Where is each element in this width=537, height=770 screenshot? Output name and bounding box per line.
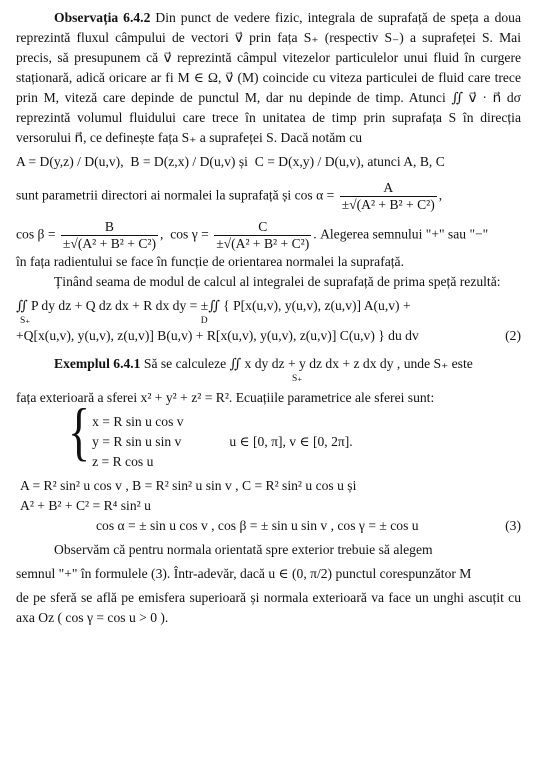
cos-beta-denominator: ±√(A² + B² + C²) <box>62 236 156 251</box>
param-z: z = R cos u <box>92 454 154 469</box>
observation-paragraph <box>16 8 521 148</box>
sign-choice-text: . Alegerea semnului "+" sau "−" <box>313 226 489 242</box>
cos-alpha-numerator: A <box>340 180 437 197</box>
cos-beta-fraction <box>61 219 158 252</box>
subscript-d: D <box>200 316 208 326</box>
observe-line-1: Observăm că pentru normala orientată spre exterior trebuie să alegem <box>54 542 433 557</box>
example-paragraph <box>16 354 521 374</box>
def-b: B = D(z,x) / D(u,v) <box>130 154 236 169</box>
cos-alpha-fraction <box>340 180 437 213</box>
def-a: A = D(y,z) / D(u,v) <box>16 154 121 169</box>
def-tail: , atunci A, B, C <box>360 154 445 169</box>
left-brace-icon: { <box>68 395 91 468</box>
cos-beta-numerator: B <box>61 219 158 236</box>
param-y: y = R sin u sin v <box>92 434 182 449</box>
cos-gamma-denominator: ±√(A² + B² + C²) <box>216 236 310 251</box>
radical-line: în fața radientului se face în funcție de orientarea normalei la suprafață. <box>16 254 404 269</box>
equation-2 <box>16 296 521 346</box>
cos-beta-gamma-line: cos β = $\frac{B}{\text{±√(A² + B² + C²)}}$ , cos γ = $\frac{C}{\text{±√(A² + B² + C²)}}$ . Alegerea semnului "+" sau "−" <box>16 219 489 251</box>
observation-title: Observația 6.4.2 <box>54 10 151 25</box>
abc-line: A = R² sin² u cos v , B = R² sin² u sin v , C = R² sin² u cos u și <box>20 478 357 493</box>
param-x: x = R sin u cos v <box>92 414 184 429</box>
sum-line: A² + B² + C² = R⁴ sin² u <box>20 498 151 513</box>
sphere-line: fața exterioară a sferei x² + y² + z² = R². Ecuațiile parametrice ale sferei sunt: <box>16 390 435 405</box>
equation-2-number: (2) <box>505 328 521 343</box>
calc-intro: Ținând seama de modul de calcul al integralei de suprafață de prima speță rezultă: <box>54 274 501 289</box>
example-intro: Să se calculeze ∬ x dy dz + y dz dx + z dx dy , unde S₊ este <box>140 356 473 371</box>
definitions-line: A = D(y,z) / D(u,v), B = D(z,x) / D(u,v) și C = D(x,y) / D(u,v), atunci A, B, C <box>16 154 445 169</box>
cos-gamma-fraction <box>214 219 311 252</box>
subscript-s-plus: S₊ <box>20 316 31 326</box>
observation-text: Din punct de vedere fizic, integrala de suprafață de speța a doua reprezintă fluxul câmpului de vectori v⃗ prin fața S₊ (respectiv S₋) a suprafeței S. Mai precis, să presupunem că v⃗ reprezintă câmpul vitezelor particulelor unui fluid în curgere staționară, adică oricare ar fi M ∈ Ω, v⃗ (M) coincide cu viteza particulei de fluid care trece prin M, viteză care depinde de punctul M, dar nu depinde de timp. Atunci ∬ v⃗ · n⃗ dσ reprezintă volumul fluidului care trece în unitatea de timp prin suprafața S în direcția versorului n⃗, ce definește fața S₊ a suprafeței S. Dacă notăm cu <box>16 10 521 145</box>
cos-alpha-denominator: ±√(A² + B² + C²) <box>341 197 435 212</box>
cos-alpha-line: sunt parametrii directori ai normalei la suprafață și cos α = $\frac{A}{\text{±√(A² + B² + C²)}}$ , <box>16 180 443 212</box>
param-domain: u ∈ [0, π], v ∈ [0, 2π]. <box>229 434 353 449</box>
cos-gamma-numerator: C <box>214 219 311 236</box>
equation-3-number: (3) <box>505 518 521 533</box>
cosines-line: cos α = ± sin u cos v , cos β = ± sin u sin v , cos γ = ± cos u <box>96 518 419 533</box>
equation-2-line-a: ∬ P dy dz + Q dz dx + R dx dy = ±∬ { P[x(u,v), y(u,v), z(u,v)] A(u,v) + <box>16 298 411 313</box>
equation-2-line-b: +Q[x(u,v), y(u,v), z(u,v)] B(u,v) + R[x(u,v), y(u,v), z(u,v)] C(u,v) } du dv <box>16 328 419 343</box>
observe-line-2: semnul "+" în formulele (3). Într-adevăr, dacă u ∈ (0, π/2) punctul corespunzător M <box>16 566 472 581</box>
example-title: Exemplul 6.4.1 <box>54 356 141 371</box>
observe-line-3: de pe sferă se află pe emisfera superioară și normala exterioară va face un unghi ascuțit cu axa Oz ( cos γ = cos u > 0 ). <box>16 590 521 625</box>
example-subscript: S₊ <box>292 374 303 384</box>
cos-intro: sunt parametrii directori ai normalei la suprafață și cos α = <box>16 187 335 203</box>
def-c: C = D(x,y) / D(u,v) <box>254 154 361 169</box>
